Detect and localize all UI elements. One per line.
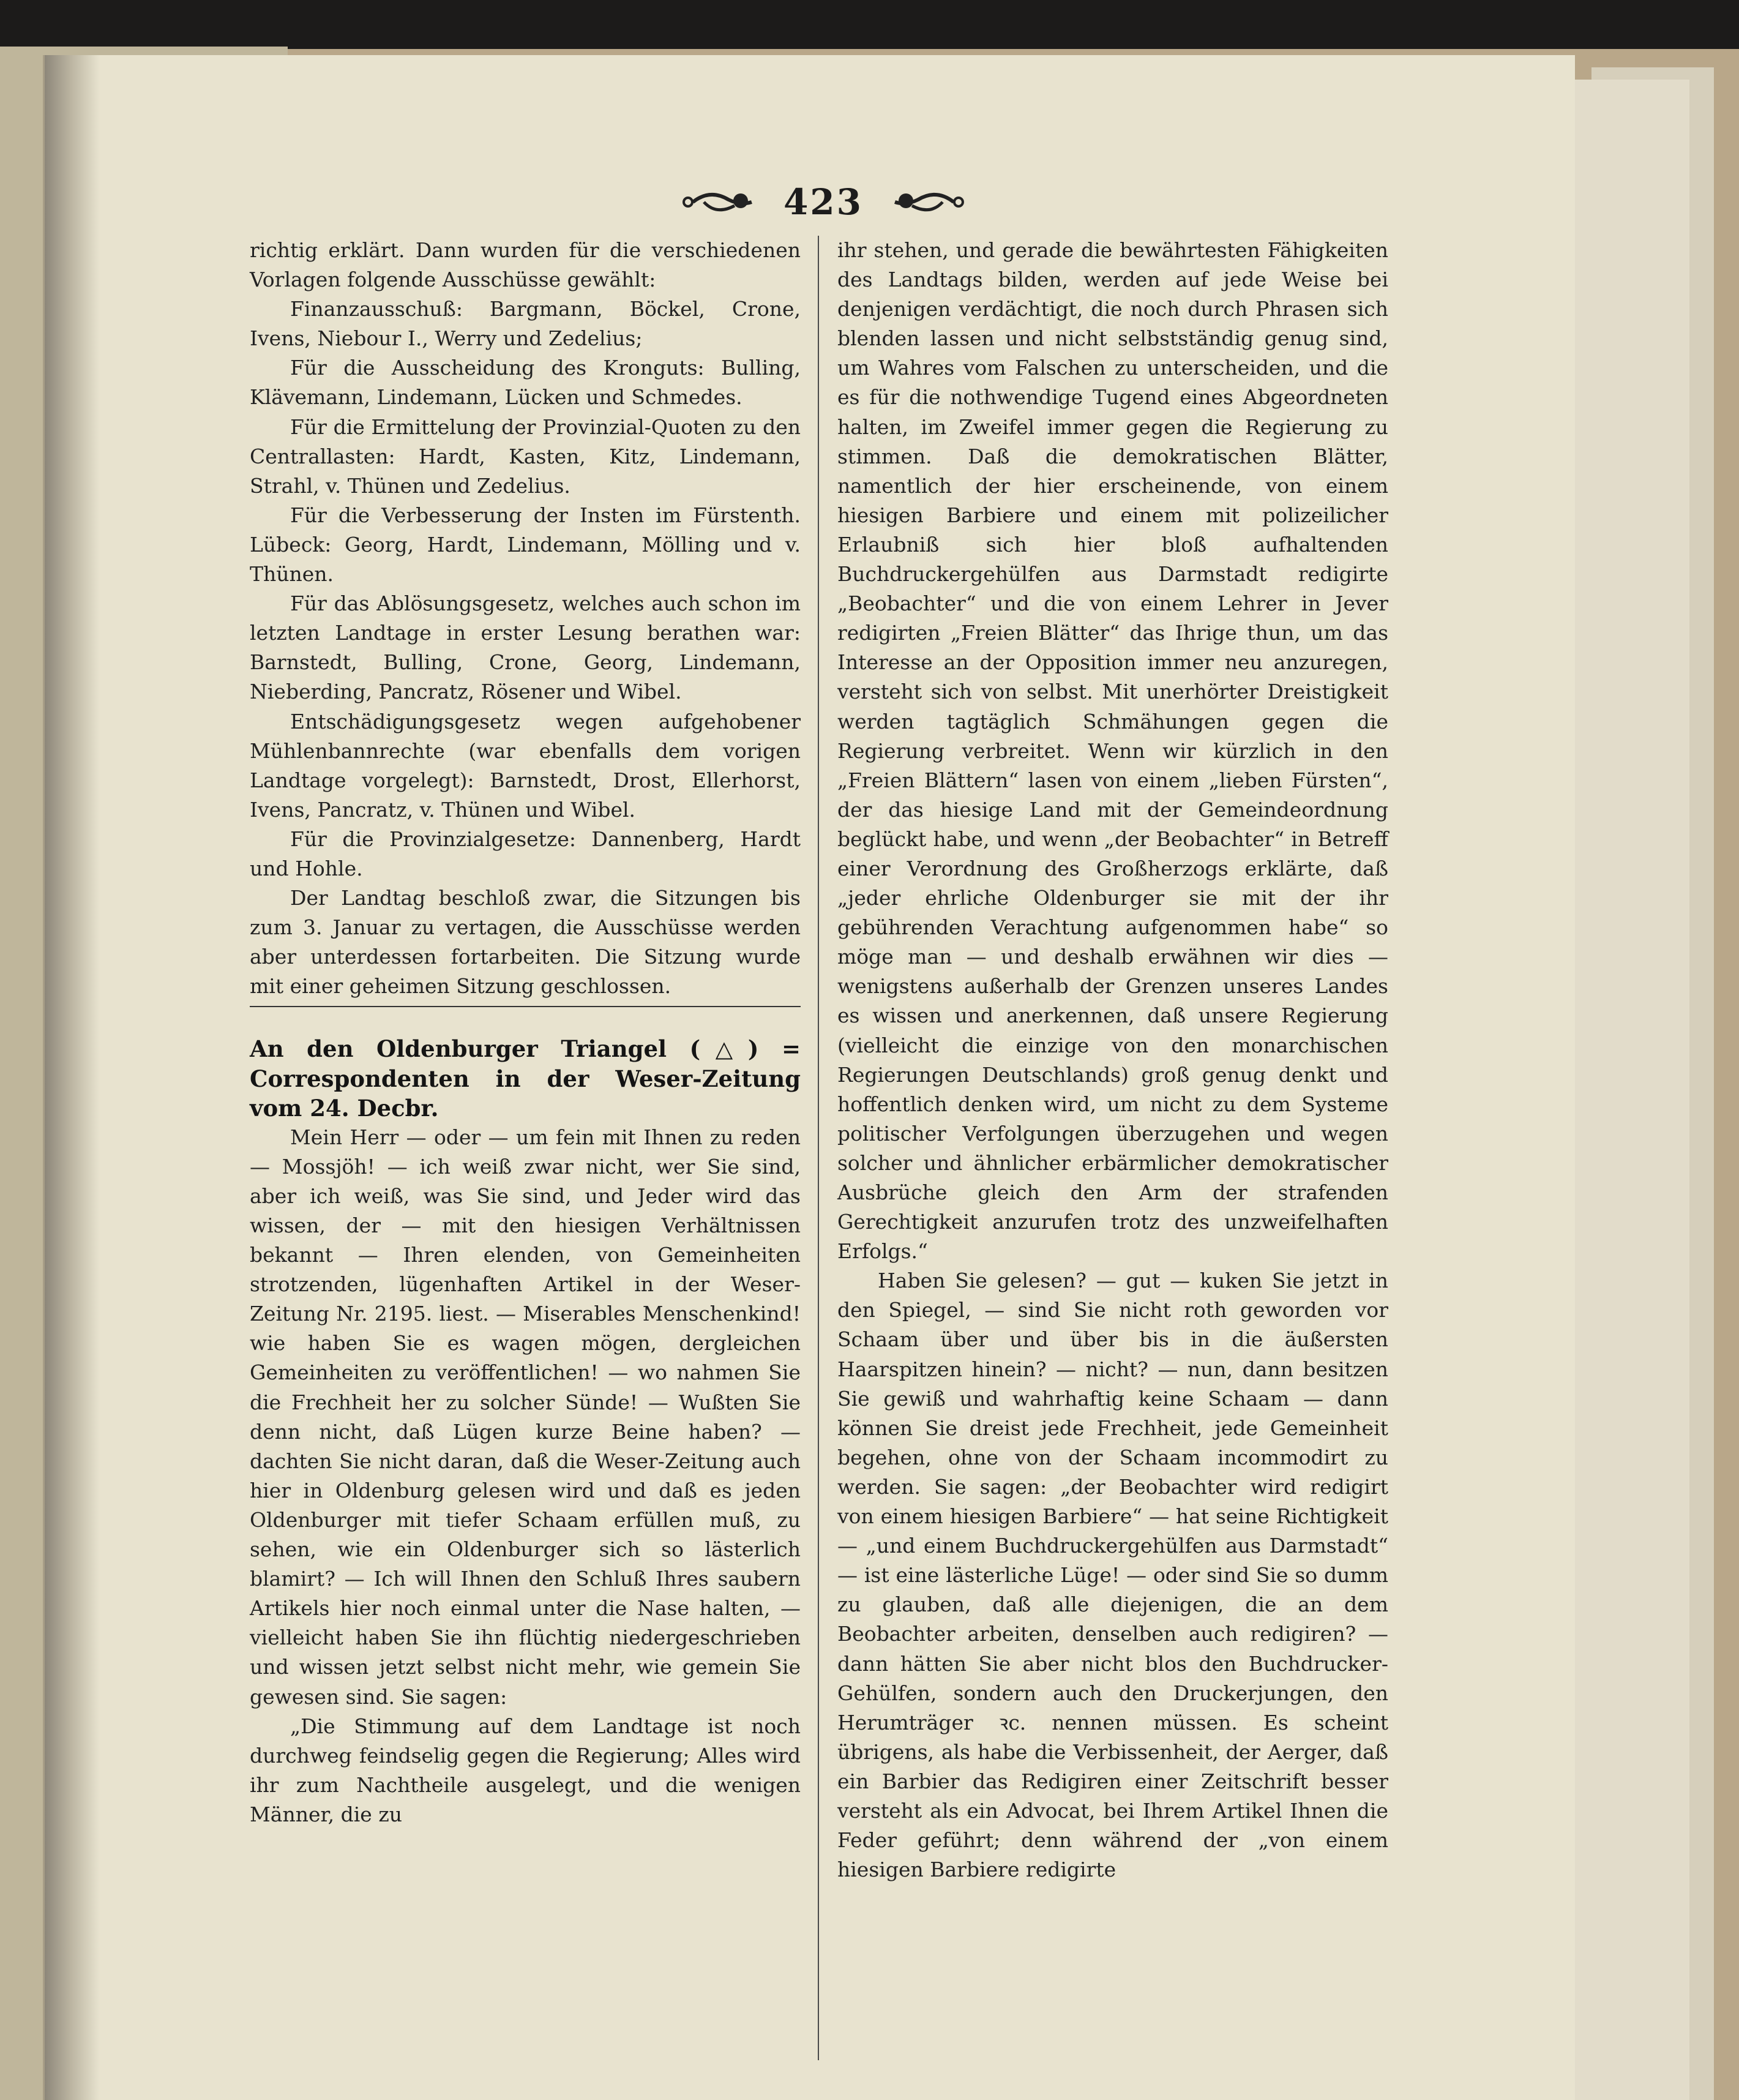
- page-stack: [1567, 80, 1689, 2100]
- section-rule: [250, 1006, 801, 1007]
- ornament-left-icon: [679, 184, 759, 220]
- page-gutter: [45, 55, 100, 2100]
- paragraph: Haben Sie gelesen? — gut — kuken Sie jetzt in den Spiegel, — sind Sie nicht roth geworden vor Schaam über und über bis in die äußersten Haarspitzen hinein? — nicht? — nun, dann besitzen Sie gewiß und wahrhaftig keine Schaam — dann können Sie dreist jede Frechheit, jede Gemeinheit begehen, ohne von der Schaam incommodirt zu werden. Sie sagen: „der Beobachter wird redigirt von einem hiesigen Barbiere“ — hat seine Richtigkeit — „und einem Buchdruckergehülfen aus Darmstadt“ — ist eine lästerliche Lüge! — oder sind Sie so dumm zu glauben, daß alle diejenigen, die an dem Beobachter arbeiten, denselben auch redigiren? — dann hätten Sie aber nicht blos den Buchdrucker-Gehülfen, sondern auch den Druckerjungen, den Herumträger ꝛc. nennen müssen. Es scheint übrigens, als habe die Verbissenheit, der Aerger, daß ein Barbier das Redigiren einer Zeitschrift besser versteht als ein Advocat, bei Ihrem Artikel Ihnen die Feder geführt; denn während der „von einem hiesigen Barbiere redigirte: [837, 1269, 1388, 1882]
- paragraph: „Die Stimmung auf dem Landtage ist noch durchweg feindselig gegen die Regierung; Alles wird ihr zum Nachtheile ausgelegt, und die wenigen Männer, die zu: [250, 1714, 801, 1826]
- paragraph: Finanzausschuß: Bargmann, Böckel, Crone, Ivens, Niebour I., Werry und Zedelius;: [250, 297, 801, 351]
- paragraph: ihr stehen, und gerade die bewährtesten Fähigkeiten des Landtags bilden, werden auf jede Weise bei denjenigen verdächtigt, die noch durch Phrasen sich blenden lassen und nicht selbstständig genug sind, um Wahres vom Falschen zu unterscheiden, und die es für die nothwendige Tugend eines Abgeordneten halten, im Zweifel immer gegen die Regierung zu stimmen. Daß die demokratischen Blätter, namentlich der hier erscheinende, von einem hiesigen Barbiere und einem mit polizeilicher Erlaubniß sich hier bloß aufhaltenden Buchdruckergehülfen aus Darmstadt redigirte „Beobachter“ und die von einem Lehrer in Jever redigirten „Freien Blätter“ das Ihrige thun, um das Interesse an der Opposition immer neu anzuregen, versteht sich von selbst. Mit unerhörter Dreistigkeit werden tagtäglich Schmähungen gegen die Regierung verbreitet. Wenn wir kürzlich in den „Freien Blättern“ lasen von einem „lieben Fürsten“, der das hiesige Land mit der Gemeindeordnung beglückt habe, und wenn „der Beobachter“ in Betreff einer Verordnung des Großherzogs erklärte, daß „jeder ehrliche Oldenburger sie mit der ihr gebührenden Verachtung aufgenommen habe“ so möge man — und deshalb erwähnen wir dies — wenigstens außerhalb der Grenzen unseres Landes es wissen und anerkennen, daß unsere Regierung (vielleicht die einzige von den monarchischen Regierungen Deutschlands) groß genug denkt und hoffentlich denken wird, um nicht zu dem Systeme politischer Verfolgungen überzugehen und wegen solcher und ähnlicher erbärmlicher demokratischer Ausbrüche gleich den Arm der strafenden Gerechtigkeit anzurufen trotz des unzweifelhaften Erfolgs.“: [837, 238, 1388, 1264]
- right-column: [837, 236, 1388, 1884]
- paragraph: Für die Ausscheidung des Kronguts: Bulling, Klävemann, Lindemann, Lücken und Schmedes.: [250, 356, 801, 410]
- paragraph: Der Landtag beschloß zwar, die Sitzungen bis zum 3. Januar zu vertagen, die Ausschüsse werden aber unterdessen fortarbeiten. Die Sitzung wurde mit einer geheimen Sitzung geschlossen.: [250, 886, 801, 999]
- paragraph: Für die Provinzialgesetze: Dannenberg, Hardt und Hohle.: [250, 827, 801, 880]
- column-divider: [818, 236, 819, 2060]
- paragraph: richtig erklärt. Dann wurden für die verschiedenen Vorlagen folgende Ausschüsse gewählt:: [250, 238, 801, 292]
- page-header: [679, 178, 967, 227]
- page-number: 423: [783, 181, 864, 223]
- article-heading: An den Oldenburger Triangel (△) = Correspondenten in der Weser-Zeitung vom 24. Decbr.: [250, 1035, 801, 1122]
- left-column: [250, 236, 801, 1829]
- paragraph: Für das Ablösungsgesetz, welches auch schon im letzten Landtage in erster Lesung berathen war: Barnstedt, Bulling, Crone, Georg, Lindemann, Nieberding, Pancratz, Rösener und Wibel.: [250, 591, 801, 704]
- paragraph: Für die Verbesserung der Insten im Fürstenth. Lübeck: Georg, Hardt, Lindemann, Mölling und v. Thünen.: [250, 503, 801, 587]
- paragraph: Mein Herr — oder — um fein mit Ihnen zu reden — Mossjöh! — ich weiß zwar nicht, wer Sie sind, aber ich weiß, was Sie sind, und Jeder wird das wissen, der — mit den hiesigen Verhältnissen bekannt — Ihren elenden, von Gemeinheiten strotzenden, lügenhaften Artikel in der Weser-Zeitung Nr. 2195. liest. — Miserables Menschenkind! wie haben Sie es wagen mögen, dergleichen Gemeinheiten zu veröffentlichen! — wo nahmen Sie die Frechheit her zu solcher Sünde! — Wußten Sie denn nicht, daß Lügen kurze Beine haben? — dachten Sie nicht daran, daß die Weser-Zeitung auch hier in Oldenburg gelesen wird und daß es jeden Oldenburger mit tiefer Schaam erfüllen muß, zu sehen, wie ein Oldenburger sich so lästerlich blamirt? — Ich will Ihnen den Schluß Ihres saubern Artikels hier noch einmal unter die Nase halten, — vielleicht haben Sie ihn flüchtig niedergeschrieben und wissen jetzt selbst nicht mehr, wie gemein Sie gewesen sind. Sie sagen:: [250, 1125, 801, 1709]
- paragraph: Für die Ermittelung der Provinzial-Quoten zu den Centrallasten: Hardt, Kasten, Kitz, Lindemann, Strahl, v. Thünen und Zedelius.: [250, 414, 801, 498]
- ornament-right-icon: [888, 184, 967, 220]
- paragraph: Entschädigungsgesetz wegen aufgehobener Mühlenbannrechte (war ebenfalls dem vorigen Landtage vorgelegt): Barnstedt, Drost, Ellerhorst, Ivens, Pancratz, v. Thünen und Wibel.: [250, 709, 801, 822]
